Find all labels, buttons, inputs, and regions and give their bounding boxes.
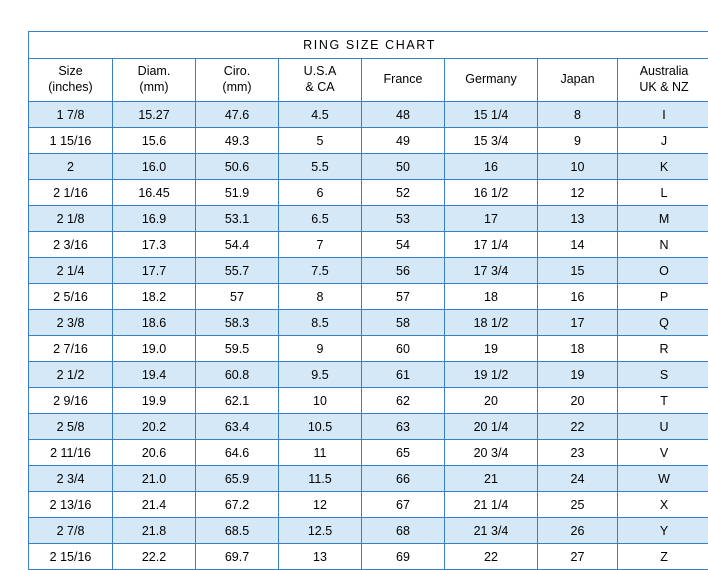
table-cell: 22 <box>445 544 538 570</box>
table-row <box>29 492 708 518</box>
table-cell: 64.6 <box>196 440 279 466</box>
table-row <box>29 128 708 154</box>
table-cell: 16.0 <box>113 154 196 180</box>
table-cell: 6.5 <box>279 206 362 232</box>
table-cell: 2 7/16 <box>29 336 113 362</box>
table-cell: 15 <box>538 258 618 284</box>
table-cell: 68.5 <box>196 518 279 544</box>
table-cell: 1 7/8 <box>29 102 113 128</box>
table-cell: 16 <box>445 154 538 180</box>
table-cell: 20 1/4 <box>445 414 538 440</box>
table-cell: 20 <box>445 388 538 414</box>
table-cell: 19 <box>445 336 538 362</box>
table-row <box>29 258 708 284</box>
table-cell: 19 1/2 <box>445 362 538 388</box>
table-row <box>29 544 708 570</box>
table-cell: 58.3 <box>196 310 279 336</box>
table-cell: 8 <box>279 284 362 310</box>
table-cell: Y <box>618 518 708 544</box>
table-cell: 25 <box>538 492 618 518</box>
table-cell: 47.6 <box>196 102 279 128</box>
table-cell: 53.1 <box>196 206 279 232</box>
table-cell: 60 <box>362 336 445 362</box>
table-cell: 20 <box>538 388 618 414</box>
table-cell: 15 3/4 <box>445 128 538 154</box>
table-cell: 2 <box>29 154 113 180</box>
table-cell: 54.4 <box>196 232 279 258</box>
table-row <box>29 518 708 544</box>
table-cell: 55.7 <box>196 258 279 284</box>
table-cell: 16 1/2 <box>445 180 538 206</box>
table-cell: 58 <box>362 310 445 336</box>
table-cell: 8 <box>538 102 618 128</box>
table-cell: 26 <box>538 518 618 544</box>
table-row <box>29 466 708 492</box>
table-cell: 2 1/8 <box>29 206 113 232</box>
table-row <box>29 388 708 414</box>
table-row <box>29 440 708 466</box>
table-cell: M <box>618 206 708 232</box>
table-cell: 17.3 <box>113 232 196 258</box>
table-cell: 65 <box>362 440 445 466</box>
table-cell: 24 <box>538 466 618 492</box>
table-cell: 2 1/4 <box>29 258 113 284</box>
table-cell: 18 1/2 <box>445 310 538 336</box>
table-cell: 9 <box>538 128 618 154</box>
table-cell: 17.7 <box>113 258 196 284</box>
table-cell: 2 3/8 <box>29 310 113 336</box>
table-cell: 21 3/4 <box>445 518 538 544</box>
table-cell: 59.5 <box>196 336 279 362</box>
table-cell: 2 11/16 <box>29 440 113 466</box>
column-header: Diam. (mm) <box>113 59 196 102</box>
table-cell: L <box>618 180 708 206</box>
table-row <box>29 180 708 206</box>
table-cell: 17 <box>538 310 618 336</box>
table-cell: 65.9 <box>196 466 279 492</box>
table-cell: 20.2 <box>113 414 196 440</box>
table-row <box>29 154 708 180</box>
table-cell: Z <box>618 544 708 570</box>
table-cell: W <box>618 466 708 492</box>
table-cell: J <box>618 128 708 154</box>
table-cell: 2 5/16 <box>29 284 113 310</box>
table-cell: 11.5 <box>279 466 362 492</box>
table-cell: 17 3/4 <box>445 258 538 284</box>
table-cell: 22.2 <box>113 544 196 570</box>
table-body <box>29 102 708 570</box>
table-cell: 27 <box>538 544 618 570</box>
table-cell: 21 <box>445 466 538 492</box>
table-cell: O <box>618 258 708 284</box>
page-title: RING SIZE CHART <box>29 32 708 59</box>
chart-container <box>28 31 680 570</box>
table-cell: Q <box>618 310 708 336</box>
table-cell: 10 <box>279 388 362 414</box>
table-cell: 22 <box>538 414 618 440</box>
table-cell: 1 15/16 <box>29 128 113 154</box>
table-cell: 21.4 <box>113 492 196 518</box>
table-cell: 2 5/8 <box>29 414 113 440</box>
table-cell: U <box>618 414 708 440</box>
table-cell: 17 1/4 <box>445 232 538 258</box>
table-cell: 16.9 <box>113 206 196 232</box>
table-cell: K <box>618 154 708 180</box>
column-header: Ciro. (mm) <box>196 59 279 102</box>
table-cell: 2 15/16 <box>29 544 113 570</box>
table-cell: 7.5 <box>279 258 362 284</box>
table-cell: 6 <box>279 180 362 206</box>
table-cell: 56 <box>362 258 445 284</box>
table-cell: 7 <box>279 232 362 258</box>
table-cell: 15 1/4 <box>445 102 538 128</box>
column-header: U.S.A & CA <box>279 59 362 102</box>
table-cell: 19.4 <box>113 362 196 388</box>
table-cell: 20 3/4 <box>445 440 538 466</box>
table-cell: V <box>618 440 708 466</box>
table-cell: N <box>618 232 708 258</box>
table-cell: 5 <box>279 128 362 154</box>
table-cell: 63 <box>362 414 445 440</box>
table-cell: 67.2 <box>196 492 279 518</box>
table-cell: 16.45 <box>113 180 196 206</box>
table-cell: 48 <box>362 102 445 128</box>
table-cell: 14 <box>538 232 618 258</box>
table-cell: 18 <box>538 336 618 362</box>
table-row <box>29 310 708 336</box>
table-cell: 2 1/16 <box>29 180 113 206</box>
table-cell: 18.2 <box>113 284 196 310</box>
column-header: Size (inches) <box>29 59 113 102</box>
table-cell: 52 <box>362 180 445 206</box>
table-cell: 13 <box>279 544 362 570</box>
table-row <box>29 362 708 388</box>
table-cell: T <box>618 388 708 414</box>
table-cell: 2 9/16 <box>29 388 113 414</box>
table-cell: 21 1/4 <box>445 492 538 518</box>
table-cell: 61 <box>362 362 445 388</box>
table-cell: I <box>618 102 708 128</box>
table-cell: 19.9 <box>113 388 196 414</box>
table-cell: 67 <box>362 492 445 518</box>
table-cell: 68 <box>362 518 445 544</box>
table-cell: 4.5 <box>279 102 362 128</box>
table-cell: 21.0 <box>113 466 196 492</box>
table-cell: 50 <box>362 154 445 180</box>
table-cell: 23 <box>538 440 618 466</box>
table-cell: 66 <box>362 466 445 492</box>
table-cell: 12 <box>538 180 618 206</box>
table-cell: 57 <box>362 284 445 310</box>
column-header: Germany <box>445 59 538 102</box>
table-cell: 2 3/16 <box>29 232 113 258</box>
table-cell: 60.8 <box>196 362 279 388</box>
table-cell: 62.1 <box>196 388 279 414</box>
table-cell: 10 <box>538 154 618 180</box>
table-cell: 49.3 <box>196 128 279 154</box>
table-cell: 16 <box>538 284 618 310</box>
table-cell: 13 <box>538 206 618 232</box>
table-header <box>29 32 708 102</box>
table-row <box>29 336 708 362</box>
table-cell: P <box>618 284 708 310</box>
column-header: Japan <box>538 59 618 102</box>
table-row <box>29 414 708 440</box>
table-cell: S <box>618 362 708 388</box>
table-cell: 18.6 <box>113 310 196 336</box>
table-cell: 2 7/8 <box>29 518 113 544</box>
table-cell: 17 <box>445 206 538 232</box>
table-row <box>29 102 708 128</box>
table-row <box>29 206 708 232</box>
table-cell: 8.5 <box>279 310 362 336</box>
table-cell: 20.6 <box>113 440 196 466</box>
table-cell: 21.8 <box>113 518 196 544</box>
table-cell: 69 <box>362 544 445 570</box>
table-cell: X <box>618 492 708 518</box>
table-cell: 5.5 <box>279 154 362 180</box>
table-cell: 12.5 <box>279 518 362 544</box>
table-cell: 15.6 <box>113 128 196 154</box>
table-cell: 57 <box>196 284 279 310</box>
table-row <box>29 232 708 258</box>
column-header-row <box>29 59 708 102</box>
table-cell: 63.4 <box>196 414 279 440</box>
column-header: Australia UK & NZ <box>618 59 708 102</box>
table-cell: 19 <box>538 362 618 388</box>
ring-size-table <box>28 31 708 570</box>
table-cell: 54 <box>362 232 445 258</box>
table-cell: 2 13/16 <box>29 492 113 518</box>
table-cell: 19.0 <box>113 336 196 362</box>
table-cell: 62 <box>362 388 445 414</box>
table-cell: 10.5 <box>279 414 362 440</box>
table-cell: 12 <box>279 492 362 518</box>
title-row <box>29 32 708 59</box>
table-cell: 15.27 <box>113 102 196 128</box>
table-cell: 9 <box>279 336 362 362</box>
table-cell: 50.6 <box>196 154 279 180</box>
table-cell: 18 <box>445 284 538 310</box>
table-cell: 49 <box>362 128 445 154</box>
table-cell: 53 <box>362 206 445 232</box>
table-cell: 2 1/2 <box>29 362 113 388</box>
table-row <box>29 284 708 310</box>
table-cell: 11 <box>279 440 362 466</box>
table-cell: 51.9 <box>196 180 279 206</box>
column-header: France <box>362 59 445 102</box>
table-cell: R <box>618 336 708 362</box>
table-cell: 9.5 <box>279 362 362 388</box>
table-cell: 2 3/4 <box>29 466 113 492</box>
table-cell: 69.7 <box>196 544 279 570</box>
